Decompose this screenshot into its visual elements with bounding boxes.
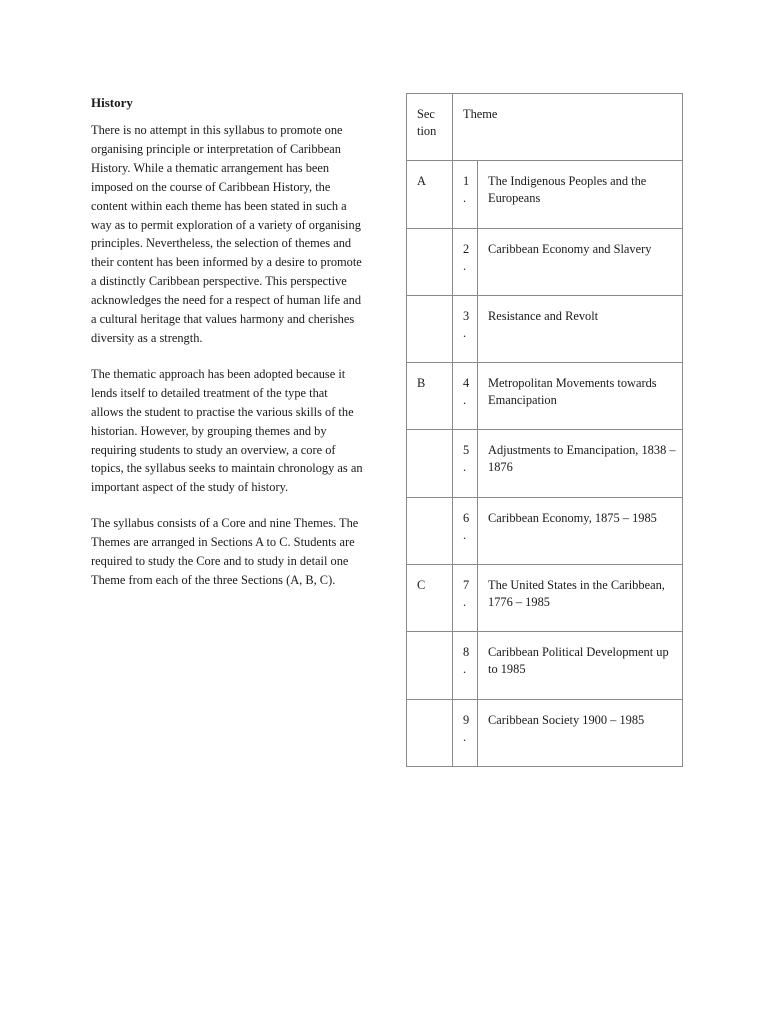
theme-number-cell xyxy=(453,565,478,632)
section-cell xyxy=(407,228,453,295)
thematic-approach-paragraph: The thematic approach has been adopted because it lends itself to detailed treatment of the type that allows the student to practise the various skills of the historian. However, by grouping themes and by requiring students to study an overview, a core of topics, the syllabus seeks to maintain chronology as an important aspect of the study of history. xyxy=(91,366,363,495)
table-row xyxy=(407,363,683,430)
theme-number-dot: . xyxy=(463,662,467,677)
theme-number-dot: . xyxy=(463,729,467,744)
table-header-row xyxy=(407,94,683,161)
theme-number: 8 xyxy=(463,645,470,660)
theme-number-dot: . xyxy=(463,460,467,475)
theme-number: 3 xyxy=(463,308,470,323)
table-row xyxy=(407,228,683,295)
theme-number-dot: . xyxy=(463,527,467,542)
theme-number: 9 xyxy=(463,712,470,727)
table-row xyxy=(407,295,683,362)
section-cell xyxy=(407,295,453,362)
theme-number: 4 xyxy=(463,376,470,391)
theme-number-cell xyxy=(453,430,478,497)
section-header-cell xyxy=(407,94,453,161)
theme-number: 7 xyxy=(463,578,470,593)
themes-table xyxy=(406,93,683,767)
section-cell xyxy=(407,430,453,497)
theme-title-cell: The United States in the Caribbean, 1776 – 1985 xyxy=(478,565,683,632)
theme-number-cell xyxy=(453,363,478,430)
table-row xyxy=(407,161,683,228)
theme-number: 6 xyxy=(463,510,470,525)
table-row xyxy=(407,497,683,564)
theme-number-dot: . xyxy=(463,393,467,408)
theme-title-cell: Caribbean Political Development up to 1985 xyxy=(478,632,683,699)
section-cell xyxy=(407,699,453,766)
theme-number-dot: . xyxy=(463,595,467,610)
syllabus-structure-paragraph: The syllabus consists of a Core and nine Themes. The Themes are arranged in Sections A to C. Students are required to study the Core and to study in detail one Theme from each of the three Sections (A, B, C). xyxy=(91,516,359,587)
theme-number-cell xyxy=(453,295,478,362)
table-row xyxy=(407,699,683,766)
section-cell: C xyxy=(407,565,453,632)
history-text-column xyxy=(91,94,363,607)
section-header-line2: tion xyxy=(417,124,437,138)
theme-number-cell xyxy=(453,228,478,295)
section-cell: B xyxy=(407,363,453,430)
theme-header-cell: Theme xyxy=(453,94,683,161)
theme-number-cell xyxy=(453,161,478,228)
theme-title-cell: Caribbean Economy and Slavery xyxy=(478,228,683,295)
section-cell xyxy=(407,497,453,564)
section-header-line1: Sec xyxy=(417,107,435,121)
theme-number-cell xyxy=(453,699,478,766)
theme-title-cell: Caribbean Society 1900 – 1985 xyxy=(478,699,683,766)
intro-paragraph: There is no attempt in this syllabus to promote one organising principle or interpretation of Caribbean History. While a thematic arrangement has been imposed on the course of Caribbean History, the content within each theme has been stated in such a way as to permit exploration of a variety of organising principles. Nevertheless, the selection of themes and their content has been informed by a desire to promote a distinctly Caribbean perspective. This perspective acknowledges the need for a respect of human life and a cultural heritage that values harmony and cherishes diversity as a strength. xyxy=(91,123,362,345)
theme-title-cell: Resistance and Revolt xyxy=(478,295,683,362)
section-cell xyxy=(407,632,453,699)
theme-number-dot: . xyxy=(463,191,467,206)
page-heading: History xyxy=(91,95,133,110)
theme-number-dot: . xyxy=(463,258,467,273)
theme-title-cell: Caribbean Economy, 1875 – 1985 xyxy=(478,497,683,564)
theme-number: 5 xyxy=(463,443,470,458)
theme-number: 1 xyxy=(463,174,470,189)
theme-number-cell xyxy=(453,632,478,699)
table-row xyxy=(407,430,683,497)
table-row xyxy=(407,565,683,632)
theme-number-cell xyxy=(453,497,478,564)
theme-number: 2 xyxy=(463,241,470,256)
theme-title-cell: The Indigenous Peoples and the Europeans xyxy=(478,161,683,228)
theme-title-cell: Adjustments to Emancipation, 1838 – 1876 xyxy=(478,430,683,497)
theme-number-dot: . xyxy=(463,325,467,340)
section-cell: A xyxy=(407,161,453,228)
table-row xyxy=(407,632,683,699)
theme-title-cell: Metropolitan Movements towards Emancipation xyxy=(478,363,683,430)
